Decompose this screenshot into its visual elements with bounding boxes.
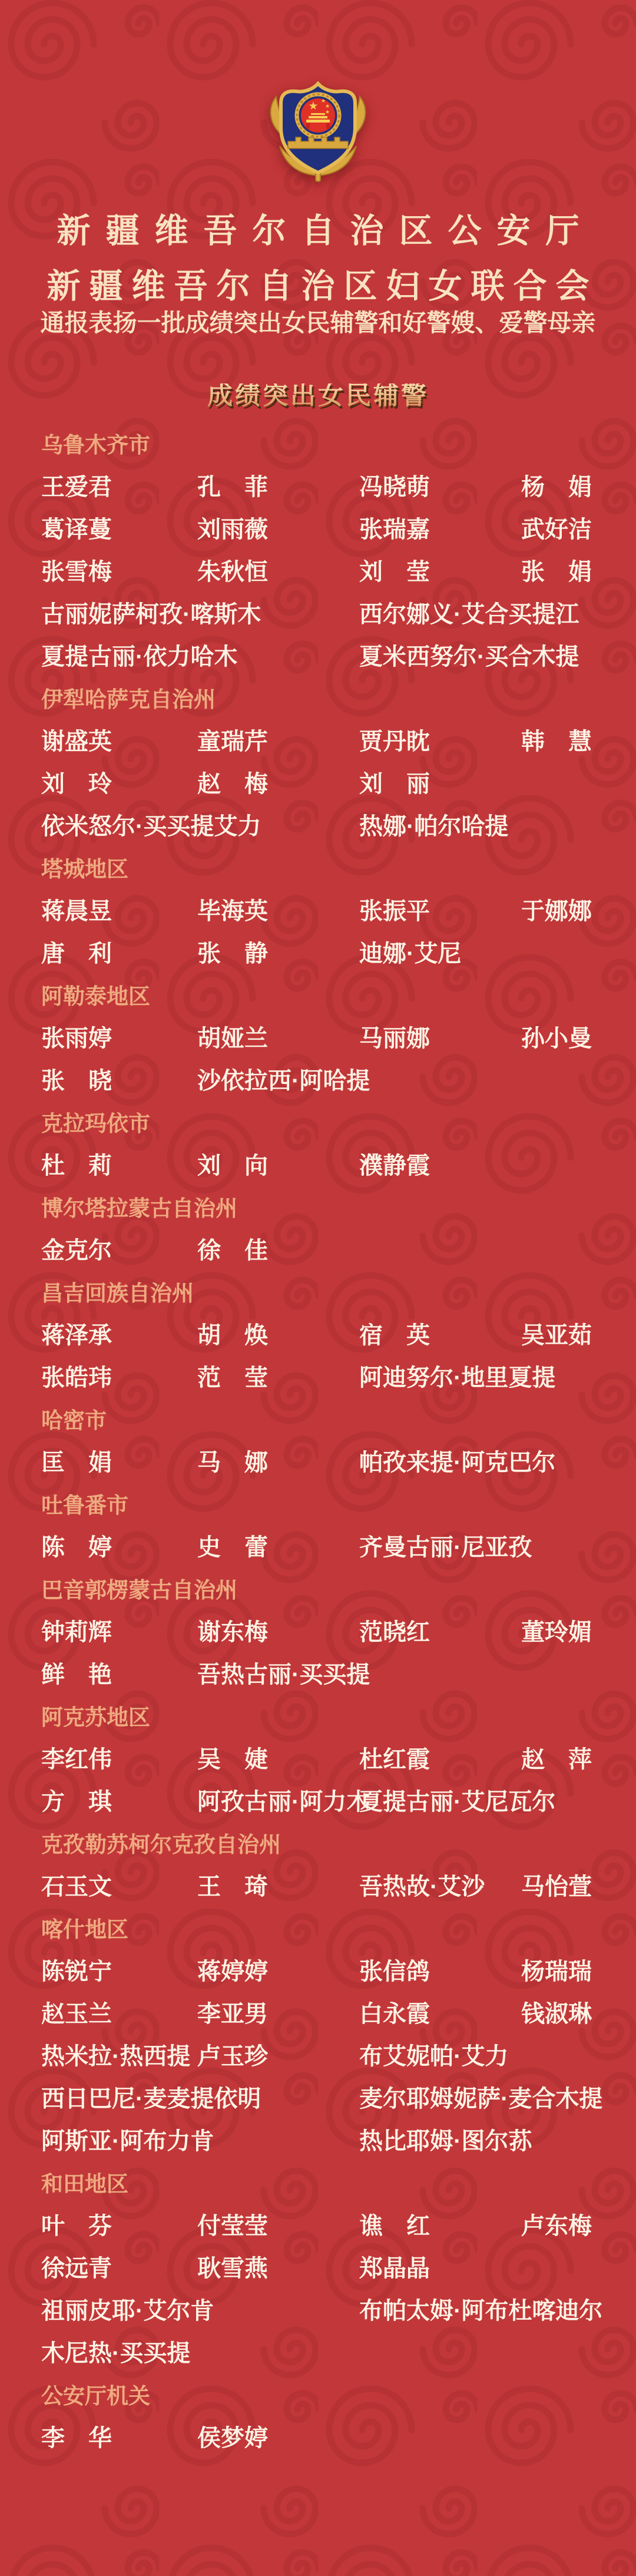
person-name: 金克尔 xyxy=(41,1238,112,1264)
person-name: 布艾妮帕·艾力 xyxy=(359,2043,509,2069)
person-name: 刘 莹 xyxy=(359,559,430,585)
name-row xyxy=(41,1611,632,1654)
name-row xyxy=(41,1950,632,1993)
name-row xyxy=(41,2205,632,2247)
person-name: 祖丽皮耶·艾尔肯 xyxy=(41,2298,214,2324)
person-name: 木尼热·买买提 xyxy=(41,2340,191,2366)
person-name: 郑晶晶 xyxy=(359,2256,430,2281)
small-star: ★ xyxy=(324,103,330,109)
name-row xyxy=(41,2332,632,2375)
person-name: 范晓红 xyxy=(359,1619,430,1645)
person-name: 谢盛英 xyxy=(41,729,112,755)
person-name: 吾热故·艾沙 xyxy=(359,1874,485,1900)
person-name: 阿斯亚·阿布力肯 xyxy=(41,2128,214,2154)
name-row xyxy=(41,1357,632,1399)
region-group xyxy=(41,1823,632,1908)
person-name: 贾丹眈 xyxy=(359,729,430,755)
person-name: 刘 丽 xyxy=(359,771,430,797)
name-row xyxy=(41,1654,632,1696)
person-name: 范 莹 xyxy=(197,1365,268,1391)
person-name: 韩 慧 xyxy=(521,729,592,755)
big-star: ★ xyxy=(308,100,319,113)
name-row xyxy=(41,1866,632,1908)
region-header: 巴音郭楞蒙古自治州 xyxy=(41,1569,632,1611)
person-name: 西日巴尼·麦麦提依明 xyxy=(41,2086,261,2112)
person-name: 麦尔耶姆妮萨·麦合木提 xyxy=(359,2086,603,2112)
region-group xyxy=(41,1908,632,2162)
person-name: 赵 萍 xyxy=(521,1747,592,1773)
name-row xyxy=(41,2078,632,2120)
region-group xyxy=(41,1187,632,1272)
person-name: 布帕太姆·阿布杜喀迪尔 xyxy=(359,2298,603,2324)
person-name: 谯 红 xyxy=(359,2213,430,2239)
name-row xyxy=(41,1145,632,1187)
person-name: 杨 娟 xyxy=(521,474,592,500)
person-name: 李红伟 xyxy=(41,1747,112,1773)
person-name: 董玲媚 xyxy=(521,1619,592,1645)
name-row xyxy=(41,2120,632,2162)
person-name: 陈 婷 xyxy=(41,1535,112,1560)
person-name: 马 娜 xyxy=(197,1450,268,1476)
region-header: 博尔塔拉蒙古自治州 xyxy=(41,1187,632,1229)
name-row xyxy=(41,1229,632,1272)
person-name: 张雪梅 xyxy=(41,559,112,585)
person-name: 毕海英 xyxy=(197,898,268,924)
name-row xyxy=(41,2290,632,2332)
name-row xyxy=(41,720,632,763)
person-name: 张 静 xyxy=(197,941,268,967)
name-row xyxy=(41,508,632,551)
person-name: 依米怒尔·买买提艾力 xyxy=(41,814,261,839)
person-name: 石玉文 xyxy=(41,1874,112,1900)
announcement-subtitle: 通报表扬一批成绩突出女民辅警和好警嫂、爱警母亲 xyxy=(40,309,596,336)
person-name: 热米拉·热西提 xyxy=(41,2043,191,2069)
name-row xyxy=(41,2247,632,2290)
person-name: 帕孜来提·阿克巴尔 xyxy=(359,1450,556,1476)
person-name: 胡 焕 xyxy=(197,1322,268,1348)
name-row xyxy=(41,593,632,636)
person-name: 吴 婕 xyxy=(197,1747,268,1773)
person-name: 刘 向 xyxy=(197,1153,268,1179)
region-header: 乌鲁木齐市 xyxy=(41,424,632,466)
region-group xyxy=(41,848,632,975)
person-name: 唐 利 xyxy=(41,941,112,967)
person-name: 赵玉兰 xyxy=(41,2001,112,2027)
region-group xyxy=(41,1102,632,1187)
region-header: 伊犁哈萨克自治州 xyxy=(41,678,632,720)
org-title-line1: 新疆维吾尔自治区公安厅 xyxy=(57,212,595,250)
person-name: 耿雪燕 xyxy=(197,2256,268,2281)
commendation-list xyxy=(41,424,632,2459)
region-group xyxy=(41,2375,632,2459)
person-name: 孙小曼 xyxy=(521,1026,592,1051)
person-name: 徐远青 xyxy=(41,2256,112,2281)
person-name: 吾热古丽·买买提 xyxy=(197,1662,370,1688)
person-name: 钱淑琳 xyxy=(521,2001,592,2027)
person-name: 吴亚茹 xyxy=(521,1322,592,1348)
person-name: 夏米西努尔·买合木提 xyxy=(359,644,579,670)
name-row xyxy=(41,805,632,848)
person-name: 冯晓萌 xyxy=(359,474,430,500)
person-name: 张振平 xyxy=(359,898,430,924)
person-name: 蒋晨昱 xyxy=(41,898,112,924)
name-row xyxy=(41,890,632,932)
region-group xyxy=(41,678,632,848)
region-group xyxy=(41,975,632,1102)
person-name: 张信鸽 xyxy=(359,1959,430,1985)
region-group xyxy=(41,1484,632,1569)
person-name: 付莹莹 xyxy=(197,2213,268,2239)
person-name: 胡娅兰 xyxy=(197,1026,268,1051)
name-row xyxy=(41,763,632,805)
region-group xyxy=(41,1569,632,1696)
person-name: 古丽妮萨柯孜·喀斯木 xyxy=(41,601,261,627)
person-name: 阿孜古丽·阿力木 xyxy=(197,1789,370,1815)
region-group xyxy=(41,1272,632,1399)
region-header: 克孜勒苏柯尔克孜自治州 xyxy=(41,1823,632,1866)
person-name: 方 琪 xyxy=(41,1789,112,1815)
name-row xyxy=(41,2035,632,2078)
person-name: 史 蕾 xyxy=(197,1535,268,1560)
person-name: 王爱君 xyxy=(41,474,112,500)
person-name: 匡 娟 xyxy=(41,1450,112,1476)
person-name: 徐 佳 xyxy=(197,1238,268,1264)
small-star: ★ xyxy=(324,109,330,115)
region-header: 塔城地区 xyxy=(41,848,632,890)
person-name: 杨瑞瑞 xyxy=(521,1959,592,1985)
name-row xyxy=(41,1060,632,1102)
person-name: 迪娜·艾尼 xyxy=(359,941,462,967)
person-name: 刘 玲 xyxy=(41,771,112,797)
region-header: 喀什地区 xyxy=(41,1908,632,1950)
person-name: 鲜 艳 xyxy=(41,1662,112,1688)
name-row xyxy=(41,1738,632,1781)
person-name: 白永霞 xyxy=(359,2001,430,2027)
person-name: 卢东梅 xyxy=(521,2213,592,2239)
region-header: 公安厅机关 xyxy=(41,2375,632,2417)
name-row xyxy=(41,466,632,508)
region-group xyxy=(41,424,632,678)
person-name: 蒋婷婷 xyxy=(197,1959,268,1985)
person-name: 侯梦婷 xyxy=(197,2425,268,2451)
name-row xyxy=(41,932,632,975)
small-star: ★ xyxy=(320,98,326,104)
person-name: 西尔娜义·艾合买提江 xyxy=(359,601,579,627)
name-row xyxy=(41,1526,632,1569)
person-name: 张 晓 xyxy=(41,1068,112,1094)
name-row xyxy=(41,1017,632,1060)
person-name: 沙依拉西·阿哈提 xyxy=(197,1068,370,1094)
person-name: 夏提古丽·依力哈木 xyxy=(41,644,238,670)
person-name: 张雨婷 xyxy=(41,1026,112,1051)
person-name: 刘雨薇 xyxy=(197,517,268,543)
person-name: 陈锐宁 xyxy=(41,1959,112,1985)
org-title-line2: 新疆维吾尔自治区妇女联合会 xyxy=(47,267,598,305)
person-name: 李亚男 xyxy=(197,2001,268,2027)
name-row xyxy=(41,2417,632,2459)
person-name: 夏提古丽·艾尼瓦尔 xyxy=(359,1789,556,1815)
person-name: 杜 莉 xyxy=(41,1153,112,1179)
region-group xyxy=(41,1399,632,1484)
region-header: 阿克苏地区 xyxy=(41,1696,632,1738)
person-name: 朱秋恒 xyxy=(197,559,268,585)
name-row xyxy=(41,1441,632,1484)
name-row xyxy=(41,1781,632,1823)
person-name: 张 娟 xyxy=(521,559,592,585)
region-header: 阿勒泰地区 xyxy=(41,975,632,1017)
region-header: 哈密市 xyxy=(41,1399,632,1441)
section-title: 成绩突出女民辅警 xyxy=(0,383,636,409)
person-name: 童瑞芹 xyxy=(197,729,268,755)
name-row xyxy=(41,636,632,678)
person-name: 李 华 xyxy=(41,2425,112,2451)
person-name: 孔 菲 xyxy=(197,474,268,500)
person-name: 濮静霞 xyxy=(359,1153,430,1179)
person-name: 蒋泽承 xyxy=(41,1322,112,1348)
person-name: 阿迪努尔·地里夏提 xyxy=(359,1365,556,1391)
person-name: 马丽娜 xyxy=(359,1026,430,1051)
region-header: 克拉玛依市 xyxy=(41,1102,632,1145)
person-name: 于娜娜 xyxy=(521,898,592,924)
person-name: 热娜·帕尔哈提 xyxy=(359,814,509,839)
name-row xyxy=(41,551,632,593)
person-name: 张瑞嘉 xyxy=(359,517,430,543)
region-header: 昌吉回族自治州 xyxy=(41,1272,632,1314)
region-header: 和田地区 xyxy=(41,2162,632,2205)
person-name: 马怡萱 xyxy=(521,1874,592,1900)
person-name: 赵 梅 xyxy=(197,771,268,797)
person-name: 热比耶姆·图尔荪 xyxy=(359,2128,532,2154)
person-name: 叶 芬 xyxy=(41,2213,112,2239)
region-header: 吐鲁番市 xyxy=(41,1484,632,1526)
name-row xyxy=(41,1993,632,2035)
name-row xyxy=(41,1314,632,1357)
person-name: 武好洁 xyxy=(521,517,592,543)
person-name: 宿 英 xyxy=(359,1322,430,1348)
region-group xyxy=(41,1696,632,1823)
person-name: 齐曼古丽·尼亚孜 xyxy=(359,1535,532,1560)
person-name: 张皓玮 xyxy=(41,1365,112,1391)
person-name: 谢东梅 xyxy=(197,1619,268,1645)
region-group xyxy=(41,2162,632,2375)
person-name: 卢玉珍 xyxy=(197,2043,268,2069)
police-badge-icon xyxy=(262,77,374,183)
person-name: 葛译蔓 xyxy=(41,517,112,543)
person-name: 王 琦 xyxy=(197,1874,268,1900)
person-name: 杜红霞 xyxy=(359,1747,430,1773)
person-name: 钟莉辉 xyxy=(41,1619,112,1645)
